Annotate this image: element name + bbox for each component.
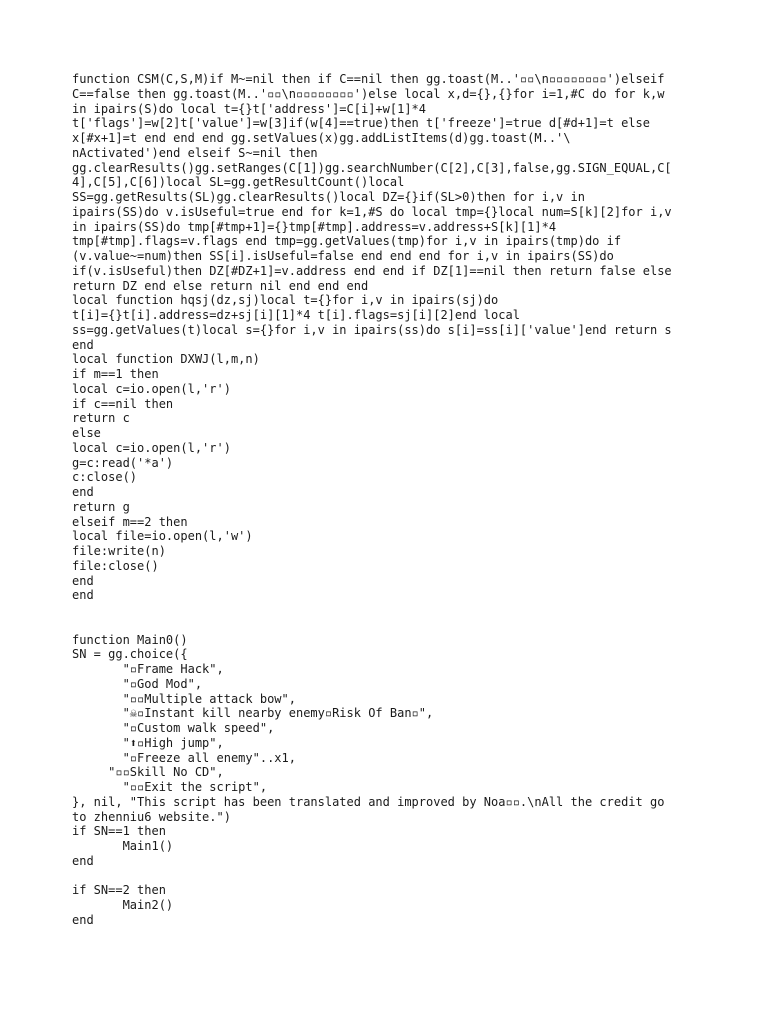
code-line: 4],C[5],C[6])local SL=gg.getResultCount()local (72, 175, 405, 190)
code-line: if SN==1 then (72, 824, 166, 839)
code-line: "▫▫Exit the script", (72, 780, 268, 794)
code-line: SN = gg.choice({ (72, 647, 188, 662)
code-line (72, 869, 702, 884)
code-line: end (72, 912, 94, 927)
code-line: "▫Frame Hack", (72, 662, 224, 676)
code-line: "▫Freeze all enemy"..x1, (72, 750, 296, 765)
code-line: local file=io.open(l,'w') (72, 529, 253, 544)
code-line: end (72, 337, 94, 352)
code-line: ipairs(SS)do v.isUseful=true end for k=1,#S do local tmp={}local num=S[k][2]for i,v (72, 204, 672, 219)
code-line: local function hqsj(dz,sj)local t={}for i,v in ipairs(sj)do (72, 293, 499, 308)
code-line: in ipairs(SS)do tmp[#tmp+1]={}tmp[#tmp].address=v.address+S[k][1]*4 (72, 219, 557, 234)
code-line: g=c:read('*a') (72, 455, 174, 470)
code-line: function Main0() (72, 632, 188, 647)
code-line: return c (72, 411, 130, 426)
code-line: "☠▫Instant kill nearby enemy▫Risk Of Ban▫", (72, 706, 434, 721)
code-line: file:write(n) (72, 544, 166, 558)
code-line: c:close() (72, 470, 138, 485)
code-line: return DZ end else return nil end end end (72, 278, 369, 293)
code-line: if m==1 then (72, 367, 159, 381)
code-line: "▫▫Multiple attack bow", (72, 691, 296, 706)
code-line: nActivated')end elseif S~=nil then (72, 145, 318, 160)
code-line: "▫God Mod", (72, 676, 203, 691)
code-line: function CSM(C,S,M)if M~=nil then if C==nil then gg.toast(M..'▫▫\n▫▫▫▫▫▫▫▫')elseif (72, 72, 665, 86)
code-line: else (72, 426, 101, 440)
code-line: local function DXWJ(l,m,n) (72, 352, 260, 367)
code-line: if SN==2 then (72, 883, 166, 898)
code-line: local c=io.open(l,'r') (72, 440, 231, 455)
code-line: end (72, 588, 94, 603)
code-line: t[i]={}t[i].address=dz+sj[i][1]*4 t[i].flags=sj[i][2]end local (72, 308, 520, 322)
code-line: elseif m==2 then (72, 514, 188, 529)
code-line: x[#x+1]=t end end end gg.setValues(x)gg.addListItems(d)gg.toast(M..'\ (72, 131, 571, 145)
code-line: end (72, 573, 94, 588)
code-line: if(v.isUseful)then DZ[#DZ+1]=v.address end end if DZ[1]==nil then return false else (72, 263, 672, 278)
code-line: SS=gg.getResults(SL)gg.clearResults()local DZ={}if(SL>0)then for i,v in (72, 190, 585, 204)
code-line: tmp[#tmp].flags=v.flags end tmp=gg.getValues(tmp)for i,v in ipairs(tmp)do if (72, 234, 622, 249)
code-line: t['flags']=w[2]t['value']=w[3]if(w[4]==true)then t['freeze']=true d[#d+1]=t else (72, 116, 650, 131)
code-line: (v.value~=num)then SS[i].isUseful=false end end end for i,v in ipairs(SS)do (72, 249, 614, 263)
code-line (72, 618, 702, 633)
code-line: ss=gg.getValues(t)local s={}for i,v in ipairs(ss)do s[i]=ss[i]['value']end return s (72, 322, 672, 337)
code-listing (72, 72, 702, 928)
code-line: Main2() (72, 898, 174, 912)
code-line: }, nil, "This script has been translated and improved by Noa▫▫.\nAll the credit go (72, 794, 665, 809)
code-line: Main1() (72, 839, 174, 853)
code-line: "⬆▫High jump", (72, 735, 224, 750)
code-line: end (72, 485, 94, 499)
code-line: "▫Custom walk speed", (72, 721, 275, 735)
code-line: gg.clearResults()gg.setRanges(C[1])gg.searchNumber(C[2],C[3],false,gg.SIGN_EQUAL,C[ (72, 160, 672, 175)
code-line: file:close() (72, 558, 159, 573)
code-line: return g (72, 499, 130, 514)
code-line (72, 603, 702, 618)
code-line: if c==nil then (72, 396, 174, 411)
code-line: local c=io.open(l,'r') (72, 381, 231, 396)
code-line: C==false then gg.toast(M..'▫▫\n▫▫▫▫▫▫▫▫')else local x,d={},{}for i=1,#C do for k,w (72, 86, 665, 101)
code-line: in ipairs(S)do local t={}t['address']=C[i]+w[1]*4 (72, 101, 427, 116)
code-line: "▫▫Skill No CD", (72, 765, 224, 780)
code-line: end (72, 853, 94, 868)
code-line: to zhenniu6 website.") (72, 809, 231, 824)
